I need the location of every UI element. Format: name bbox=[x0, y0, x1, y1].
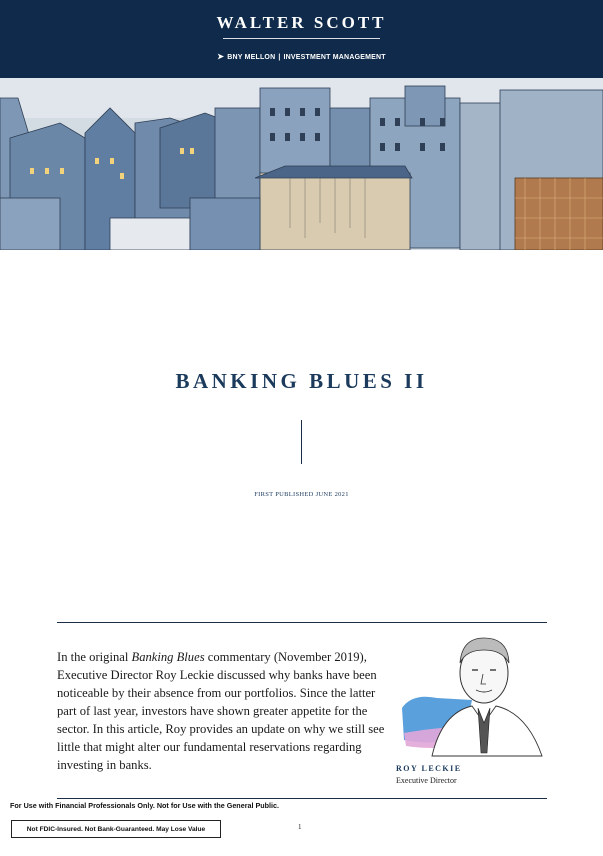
subtitle-part1: BNY MELLON bbox=[227, 54, 276, 61]
skyline-illustration bbox=[0, 78, 603, 250]
author-role: Executive Director bbox=[396, 776, 457, 785]
author-portrait bbox=[392, 628, 544, 758]
professional-disclaimer: For Use with Financial Professionals Only. Not for Use with the General Public. bbox=[10, 801, 280, 810]
subtitle-part2: INVESTMENT MANAGEMENT bbox=[283, 54, 386, 61]
masthead bbox=[0, 0, 603, 78]
intro-text-1: In the original bbox=[57, 650, 132, 664]
intro-paragraph bbox=[57, 648, 387, 774]
brand-divider bbox=[223, 38, 380, 39]
fdic-notice-text: Not FDIC-Insured. Not Bank-Guaranteed. May Lose Value bbox=[26, 825, 206, 833]
intro-top-rule bbox=[57, 622, 547, 623]
author-name: ROY LECKIE bbox=[396, 764, 462, 773]
arrow-icon: ➤ bbox=[217, 52, 225, 61]
intro-text-2: commentary (November 2019), Executive Director Roy Leckie discussed why banks have been noticeable by their absence from our portfolios. Since the latter part of last year, investors have shown greater appetite for the sector. In this article, Roy provides an update on why we still see little that might alter our fundamental reservations regarding investing in banks. bbox=[57, 650, 385, 772]
brand-subtitle bbox=[0, 52, 603, 61]
page-number: 1 bbox=[298, 823, 302, 831]
intro-bottom-rule bbox=[57, 798, 547, 799]
fdic-notice-box bbox=[11, 820, 221, 838]
document-title: BANKING BLUES II bbox=[175, 369, 428, 393]
brand-title: WALTER SCOTT bbox=[216, 13, 387, 32]
intro-italic-title: Banking Blues bbox=[131, 650, 205, 664]
title-divider bbox=[301, 420, 302, 464]
publication-date: FIRST PUBLISHED JUNE 2021 bbox=[254, 491, 349, 498]
subtitle-separator: | bbox=[278, 54, 281, 61]
